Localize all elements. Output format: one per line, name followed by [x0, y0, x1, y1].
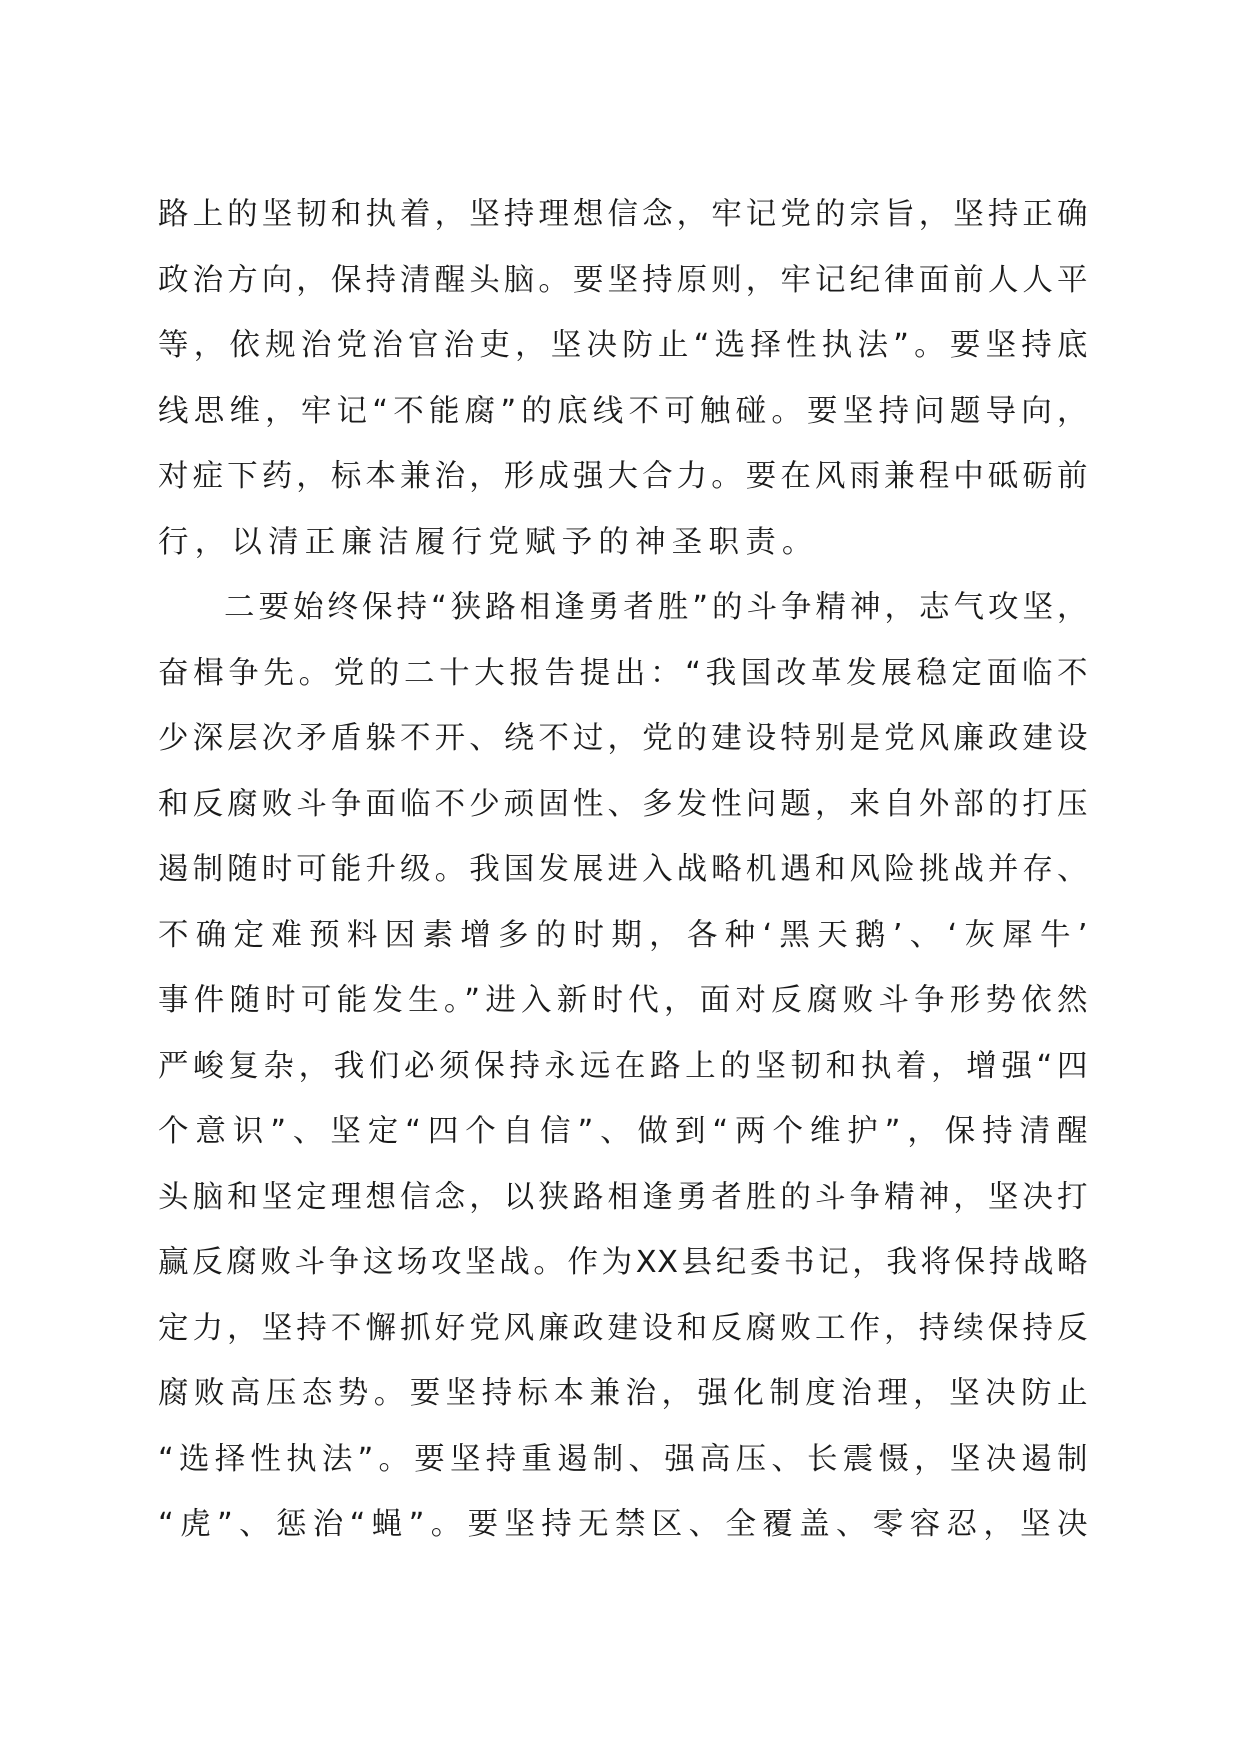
text-line: 遏制随时可能升级。我国发展进入战略机遇和风险挑战并存、 — [158, 852, 1088, 887]
text-line: 头脑和坚定理想信念，以狭路相逢勇者胜的斗争精神，坚决打 — [158, 1179, 1088, 1215]
body-text — [158, 182, 1088, 1558]
text-line: 少深层次矛盾躲不开、绕不过，党的建设特别是党风廉政建设 — [158, 721, 1088, 756]
text-line: 腐败高压态势。要坚持标本兼治，强化制度治理，坚决防止 — [158, 1376, 1088, 1411]
text-line: 线思维，牢记“不能腐”的底线不可触碰。要坚持问题导向， — [158, 393, 1088, 429]
text-line: 对症下药，标本兼治，形成强大合力。要在风雨兼程中砥砺前 — [158, 459, 1088, 494]
text-line: 定力，坚持不懈抓好党风廉政建设和反腐败工作，持续保持反 — [158, 1310, 1088, 1346]
text-line: “虎”、惩治“蝇”。要坚持无禁区、全覆盖、零容忍，坚决 — [158, 1507, 1088, 1542]
text-line: 赢反腐败斗争这场攻坚战。作为XX县纪委书记，我将保持战略 — [158, 1245, 1088, 1280]
text-line: 路上的坚韧和执着，坚持理想信念，牢记党的宗旨，坚持正确 — [158, 197, 1088, 232]
text-line: 奋楫争先。党的二十大报告提出：“我国改革发展稳定面临不 — [158, 655, 1088, 691]
text-line: 行，以清正廉洁履行党赋予的神圣职责。 — [158, 524, 819, 560]
text-line: 等，依规治党治官治吏，坚决防止“选择性执法”。要坚持底 — [158, 328, 1088, 363]
paragraph-first-line: 二要始终保持“狭路相逢勇者胜”的斗争精神，志气攻坚， — [224, 590, 1088, 625]
text-line: “选择性执法”。要坚持重遏制、强高压、长震慑，坚决遏制 — [158, 1441, 1088, 1477]
text-line: 严峻复杂，我们必须保持永远在路上的坚韧和执着，增强“四 — [158, 1048, 1088, 1084]
text-line: 和反腐败斗争面临不少顽固性、多发性问题，来自外部的打压 — [158, 786, 1088, 822]
text-line: 不确定难预料因素增多的时期，各种‘黑天鹅’、‘灰犀牛’ — [158, 917, 1088, 953]
text-line: 个意识”、坚定“四个自信”、做到“两个维护”，保持清醒 — [158, 1114, 1088, 1149]
text-line: 政治方向，保持清醒头脑。要坚持原则，牢记纪律面前人人平 — [158, 262, 1088, 298]
text-line: 事件随时可能发生。”进入新时代，面对反腐败斗争形势依然 — [158, 983, 1088, 1018]
